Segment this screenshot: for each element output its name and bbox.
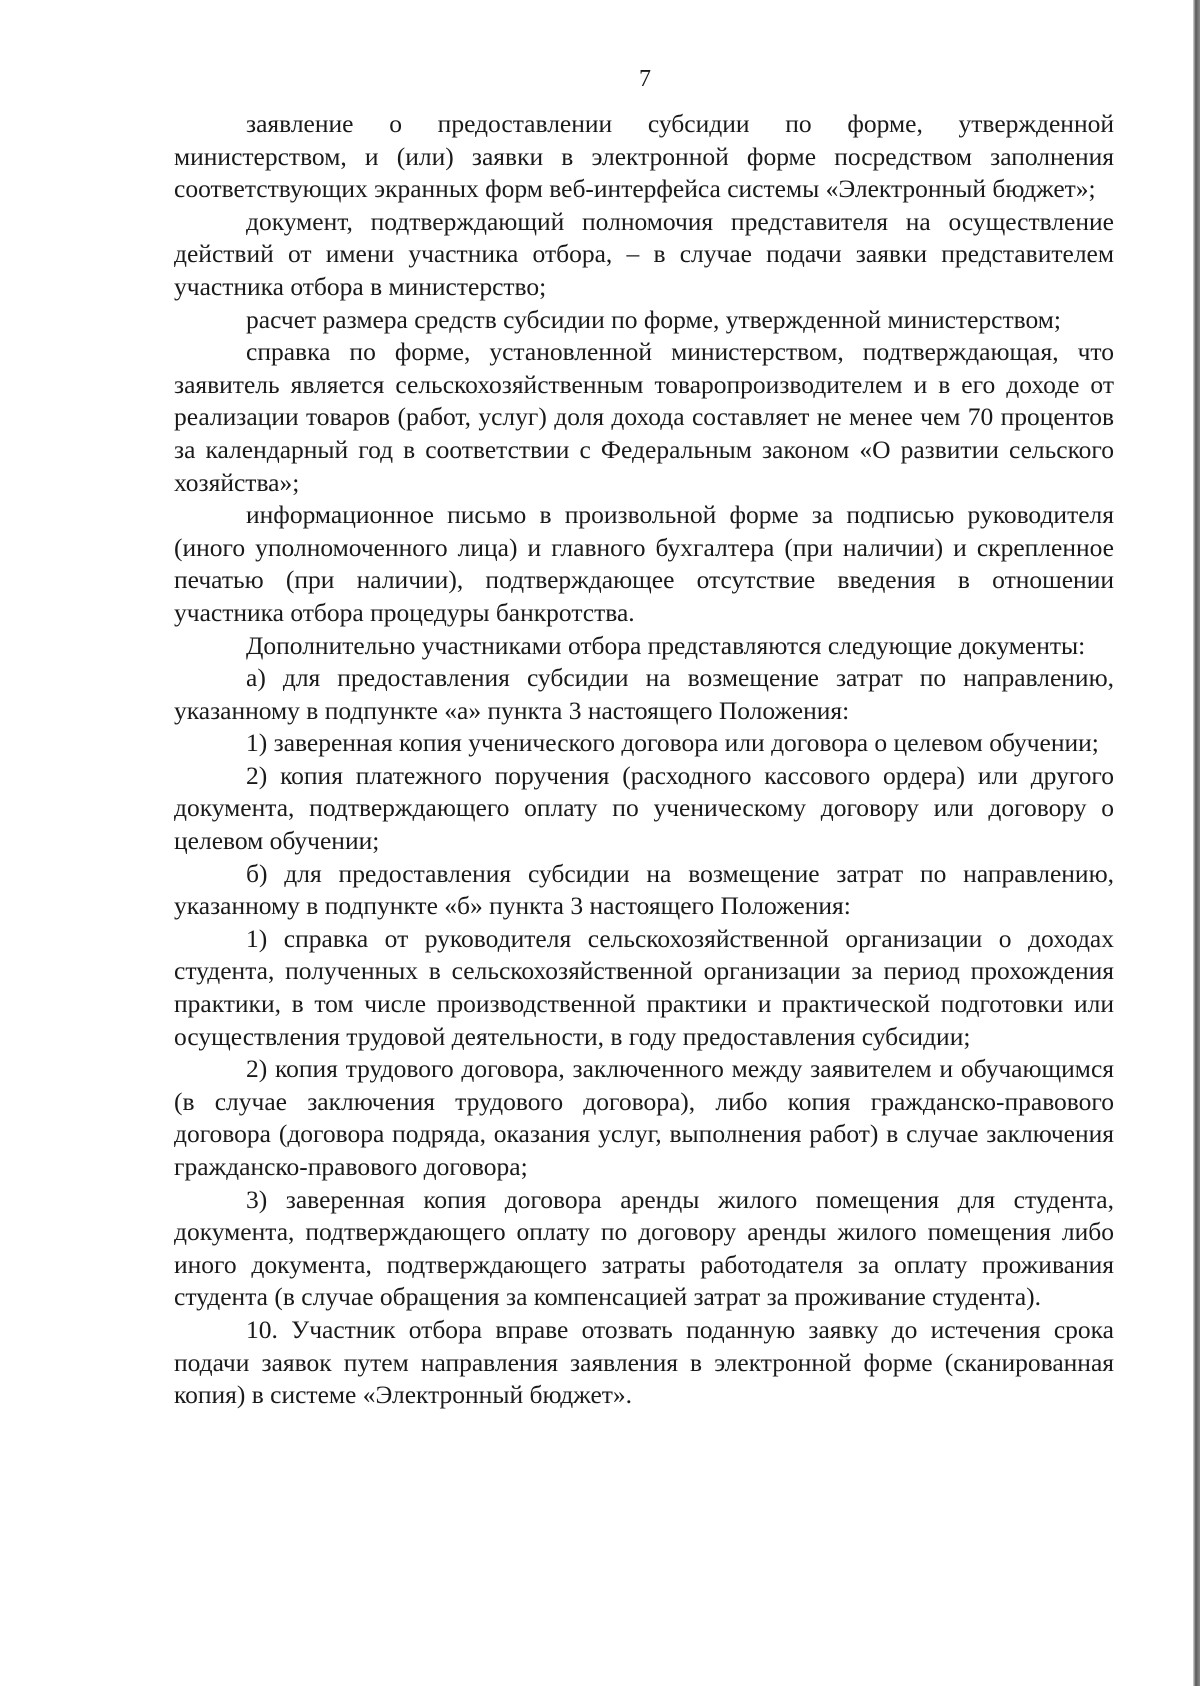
paragraph-bankruptcy-letter: информационное письмо в произвольной форме за подписью руководителя (иного уполномоченного лица) и главного бухгалтера (при наличии) и скрепленное печатью (при наличии), подтверждающее отсутствие введения в отношении участника отбора процедуры банкротства. [174,500,1114,627]
paragraph-item-a: а) для предоставления субсидии на возмещение затрат по направлению, указанному в подпункте «а» пункта 3 настоящего Положения: [174,663,1114,725]
paragraph-item-a-2: 2) копия платежного поручения (расходного кассового ордера) или другого документа, подтверждающего оплату по ученическому договору или договору о целевом обучении; [174,760,1114,856]
paragraph-section-10: 10. Участник отбора вправе отозвать поданную заявку до истечения срока подачи заявок путем направления заявления в электронной форме (сканированная копия) в системе «Электронный бюджет». [174,1314,1114,1410]
paragraph-subsidy-calculation: расчет размера средств субсидии по форме, утвержденной министерством; [246,304,1061,334]
paragraph-additional-documents: Дополнительно участниками отбора представляются следующие документы: [246,630,1086,660]
paragraph-application-form: заявление о предоставлении субсидии по форме, утвержденной министерством, и (или) заявки в электронной форме посредством заполнения соответствующих экранных форм веб-интерфейса системы «Электронный бюджет»; [174,109,1114,204]
paragraph-item-a-1: 1) заверенная копия ученического договора или договора о целевом обучении; [246,728,1099,758]
paragraph-item-b: б) для предоставления субсидии на возмещение затрат по направлению, указанному в подпункте «б» пункта 3 настоящего Положения: [174,858,1114,921]
scan-edge [1193,0,1200,1686]
paragraph-authority-document: документ, подтверждающий полномочия представителя на осуществление действий от имени участника отбора, – в случае подачи заявки представителем участника отбора в министерство; [174,206,1114,301]
page-number: 7 [639,66,651,92]
paragraph-producer-certificate: справка по форме, установленной министерством, подтверждающая, что заявитель является сельскохозяйственным товаропроизводителем и в его доходе от реализации товаров (работ, услуг) доля дохода составляет не менее чем 70 процентов за календарный год в соответствии с Федеральным законом «О развитии сельского хозяйства»; [174,337,1114,497]
paragraph-item-b-3: 3) заверенная копия договора аренды жилого помещения для студента, документа, подтверждающего оплату по договору аренды жилого помещения либо иного документа, подтверждающего затраты работодателя за оплату проживания студента (в случае обращения за компенсацией затрат за проживание студента). [174,1184,1114,1312]
paragraph-item-b-1: 1) справка от руководителя сельскохозяйственной организации о доходах студента, полученных в сельскохозяйственной организации за период прохождения практики, в том числе производственной практики и практической подготовки или осуществления трудовой деятельности, в году предоставления субсидии; [174,923,1114,1051]
paragraph-item-b-2: 2) копия трудового договора, заключенного между заявителем и обучающимся (в случае заключения трудового договора), либо копия гражданско-правового договора (договора подряда, оказания услуг, выполнения работ) в случае заключения гражданско-правового договора; [174,1054,1114,1181]
document-body [174,108,1114,1412]
